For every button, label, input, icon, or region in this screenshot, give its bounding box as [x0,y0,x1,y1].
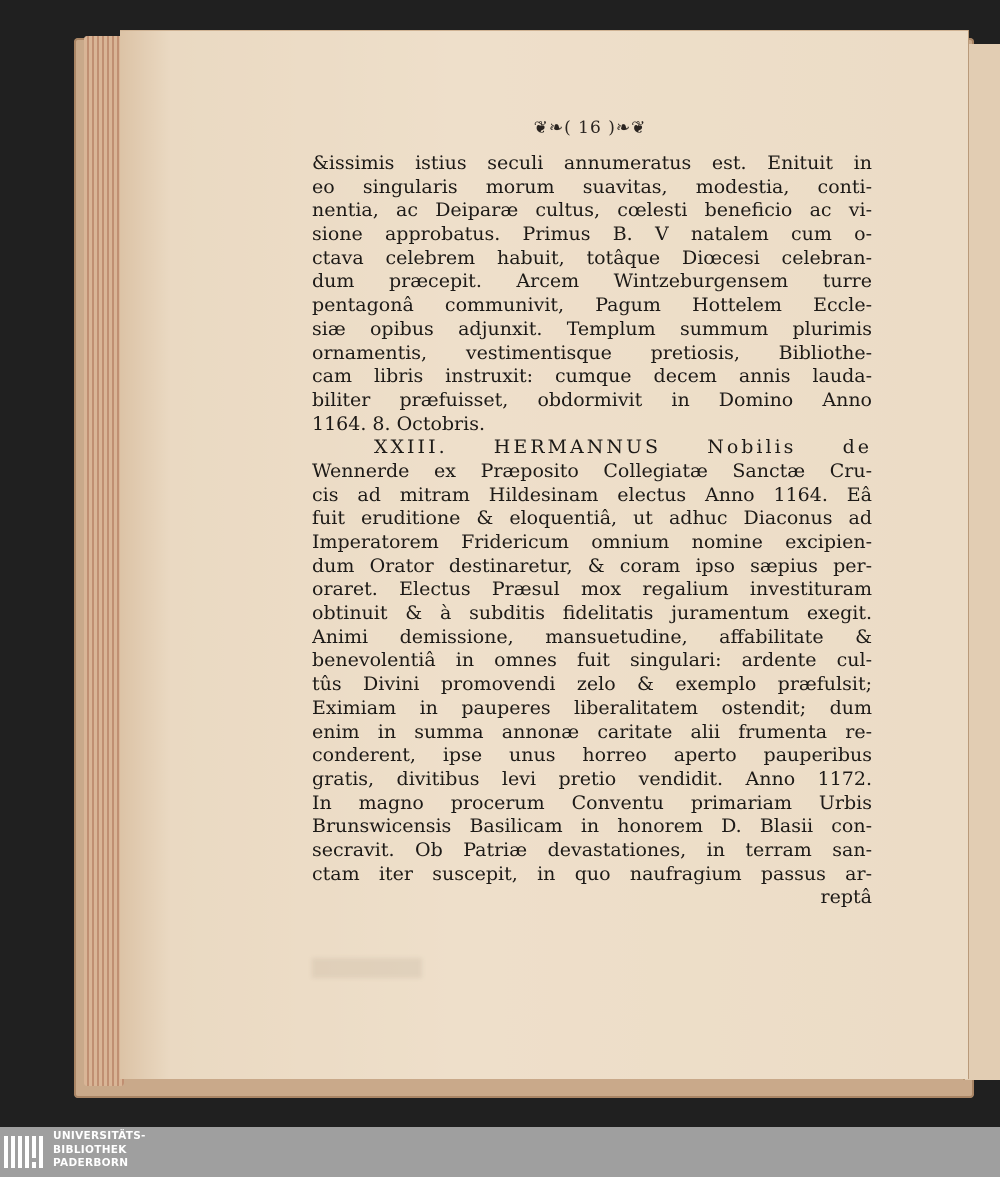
text-line: Brunswicensis Basilicam in honorem D. Blasii con- [312,815,872,838]
text-line: obtinuit & à subditis fidelitatis juramentum exegit. [312,602,872,625]
text-line: gratis, divitibus levi pretio vendidit. Anno 1172. [312,767,872,790]
text-line: ctava celebrem habuit, totâque Diœcesi celebran- [312,246,872,269]
text-line: ornamentis, vestimentisque pretiosis, Bibliothe- [312,341,872,364]
section-heading: XXIII. HERMANNUS Nobilis de [374,436,872,459]
page-number-header [505,118,675,144]
text-line: siæ opibus adjunxit. Templum summum plurimis [312,317,872,340]
text-line: benevolentiâ in omnes fuit singulari: ardente cul- [312,649,872,672]
text-line: pentagonâ communivit, Pagum Hottelem Eccle- [312,294,872,317]
library-name-line: BIBLIOTHEK [53,1143,127,1156]
text-line: Imperatorem Fridericum omnium nomine excipien- [312,531,872,553]
text-line: biliter præfuisset, obdormivit in Domino Anno [312,388,872,411]
catchword: reptâ [820,886,872,909]
text-line: fuit eruditione & eloquentiâ, ut adhuc Diaconus ad [312,507,872,530]
text-line: dum præcepit. Arcem Wintzeburgensem turre [312,270,872,293]
page-number: 16 [578,118,602,138]
library-logo-icon [4,1134,46,1170]
library-name [53,1130,146,1171]
text-line: enim in summa annonæ caritate alii frumenta re- [312,720,872,743]
text-line: &issimis istius seculi annumeratus est. Enituit in [312,152,872,174]
text-line: ctam iter suscepit, in quo naufragium passus ar- [312,862,872,885]
facing-page-edge [963,44,1000,1080]
page-edges [84,36,124,1086]
library-banner [0,1127,1000,1177]
ornament-right: )❧❦ [608,118,647,138]
text-line: Eximiam in pauperes liberalitatem ostendit; dum [312,696,872,719]
library-name-line: PADERBORN [53,1157,129,1169]
text-line: nentia, ac Deiparæ cultus, cœlesti beneficio ac vi- [312,199,872,222]
text-line: Wennerde ex Præposito Collegiatæ Sanctæ Cru- [312,459,872,482]
text-line: secravit. Ob Patriæ devastationes, in terram san- [312,838,872,861]
ornament-left: ❦❧( [533,118,572,138]
page-text [312,152,872,910]
text-line: Animi demissione, mansuetudine, affabilitate & [312,625,872,648]
text-line: cis ad mitram Hildesinam electus Anno 1164. Eâ [312,483,872,506]
ink-bleed-through [312,958,422,978]
text-line: In magno procerum Conventu primariam Urbis [312,791,872,814]
text-line: dum Orator destinaretur, & coram ipso sæpius per- [312,554,872,577]
text-line: cam libris instruxit: cumque decem annis lauda- [312,365,872,388]
library-name-line: UNIVERSITÄTS- [53,1130,146,1142]
text-line: sione approbatus. Primus B. V natalem cum o- [312,223,872,246]
text-line: 1164. 8. Octobris. [312,412,486,435]
text-line: oraret. Electus Præsul mox regalium investituram [312,578,872,601]
text-line: tûs Divini promovendi zelo & exemplo præfulsit; [312,673,872,696]
text-line: conderent, ipse unus horreo aperto pauperibus [312,744,872,767]
text-line: eo singularis morum suavitas, modestia, conti- [312,175,872,198]
